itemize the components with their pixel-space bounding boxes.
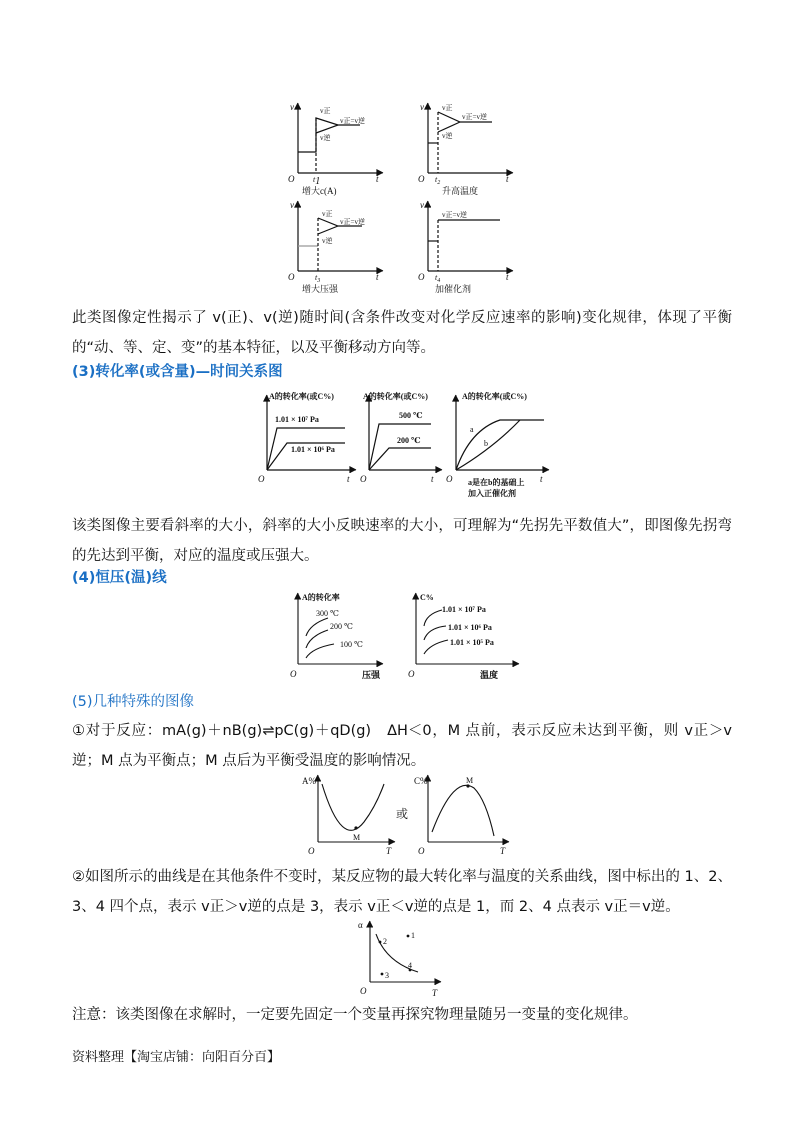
- origin-label: O: [290, 669, 297, 679]
- origin-label: O: [360, 986, 367, 996]
- footer-source: 资料整理【淘宝店铺：向阳百分百】: [72, 1050, 281, 1065]
- merged-label: v正=v逆: [462, 113, 487, 121]
- point-4-label: 4: [408, 961, 412, 970]
- time-label: t: [315, 273, 318, 282]
- x-label: t: [347, 474, 350, 484]
- point-label: M: [466, 776, 474, 785]
- time-sub: 3: [317, 278, 321, 284]
- t-axis-label: t: [506, 174, 509, 184]
- curve-label-1e5: 1.01 × 10⁵ Pa: [450, 638, 494, 647]
- caption: 增大压强: [302, 284, 339, 294]
- merged-label: v正=v逆: [340, 117, 365, 125]
- time-sub: 1: [315, 176, 321, 187]
- curve-label-200: 200 ℃: [330, 622, 353, 631]
- x-label: T: [386, 846, 392, 856]
- point-2-label: 2: [383, 937, 387, 946]
- origin-label: O: [288, 174, 295, 184]
- x-label: T: [432, 988, 438, 998]
- caption: 增大c(A): [302, 186, 337, 196]
- origin-label: O: [446, 474, 453, 484]
- paragraph-note: 注意：该类图像在求解时，一定要先固定一个变量再探究物理量随另一变量的变化规律。: [72, 1007, 638, 1023]
- conv-graph-catalyst: [448, 388, 553, 508]
- caption-line2: 加入正催化剂: [468, 489, 516, 498]
- curve-label-100: 100 ℃: [340, 640, 363, 649]
- caption: 加催化剂: [435, 284, 472, 294]
- origin-label: O: [308, 846, 315, 856]
- time-sub: 4: [437, 278, 441, 284]
- conv-graph-pressure: [255, 388, 360, 492]
- upper-label: 1.01 × 10⁷ Pa: [275, 415, 319, 424]
- lower-label: 200 ℃: [397, 436, 421, 445]
- alpha-temperature-graph: [356, 916, 446, 1002]
- svg-text:t3: [315, 273, 320, 284]
- caption-line1: a是在b的基础上: [468, 478, 525, 487]
- heading-special-graphs: (5)几种特殊的图像: [72, 694, 195, 710]
- x-label: t: [540, 474, 543, 484]
- caption: 升高温度: [442, 186, 479, 196]
- or-text: 或: [396, 807, 409, 821]
- origin-label: O: [418, 846, 425, 856]
- v-axis-label: v: [290, 200, 294, 210]
- const-graph-temperature: [404, 588, 524, 688]
- time-label: t: [435, 175, 438, 184]
- curve-bottom-label: v逆: [322, 237, 333, 245]
- time-label: t: [313, 175, 316, 184]
- curve-label-1e6: 1.01 × 10⁶ Pa: [448, 623, 492, 632]
- v-axis-label: v: [290, 102, 294, 112]
- merged-label: v正=v逆: [442, 211, 467, 219]
- origin-label: O: [288, 272, 295, 282]
- vt-graph-1: [280, 98, 390, 202]
- curve-top-label: v正: [442, 104, 453, 112]
- y-label: A的转化率(或C%): [363, 392, 428, 401]
- x-label: T: [500, 846, 506, 856]
- x-label: 压强: [362, 670, 381, 680]
- conv-graph-temperature: [357, 388, 447, 492]
- curve-top-label: v正: [322, 210, 333, 218]
- heading-conversion-time: (3)转化率(或含量)—时间关系图: [72, 364, 283, 380]
- point-1-label: 1: [411, 931, 415, 940]
- curve-label-1e7: 1.01 × 10⁷ Pa: [442, 605, 486, 614]
- paragraph-special-2: ②如图所示的曲线是在其他条件不变时，某反应物的最大转化率与温度的关系曲线，图中标出的 1、2、3、4 四个点，表示 v正＞v逆的点是 3，表示 v正＜v逆的点是 1，而 2、4 点表示 v正＝v逆。: [72, 869, 732, 915]
- v-axis-label: v: [420, 200, 424, 210]
- vt-graph-3: [280, 196, 390, 300]
- upper-label: 500 ℃: [399, 411, 423, 420]
- vt-graph-4: [410, 196, 520, 300]
- y-label: A的转化率: [302, 593, 340, 602]
- curve-bottom-label: v逆: [320, 134, 331, 142]
- origin-label: O: [418, 174, 425, 184]
- point-label: M: [353, 833, 361, 842]
- t-axis-label: t: [376, 272, 379, 282]
- curve-top-label: v正: [320, 107, 331, 115]
- y-label: A的转化率(或C%): [462, 392, 527, 401]
- y-label: A%: [302, 776, 316, 786]
- special-graph-a-percent: [296, 770, 396, 864]
- paragraph-conversion: 该类图像主要看斜率的大小，斜率的大小反映速率的大小，可理解为“先拐先平数值大”，即图像先拐弯的先达到平衡，对应的温度或压强大。: [72, 518, 732, 564]
- origin-label: O: [258, 474, 265, 484]
- t-axis-label: t: [506, 272, 509, 282]
- origin-label: O: [408, 669, 415, 679]
- curve-b-label: b: [484, 439, 488, 448]
- lower-label: 1.01 × 10⁶ Pa: [291, 445, 335, 454]
- curve-label-300: 300 ℃: [316, 609, 339, 618]
- t-axis-label: t: [376, 174, 379, 184]
- x-label: t: [431, 474, 434, 484]
- const-graph-pressure: [288, 588, 388, 688]
- curve-bottom-label: v逆: [442, 132, 453, 140]
- origin-label: O: [360, 474, 367, 484]
- curve-a-label: a: [470, 425, 474, 434]
- v-axis-label: v: [420, 102, 424, 112]
- time-sub: 2: [437, 180, 441, 186]
- y-label: A的转化率(或C%): [269, 392, 334, 401]
- special-graph-c-percent: [414, 770, 514, 864]
- vt-graph-2: [410, 98, 520, 202]
- y-label: α: [358, 920, 363, 930]
- heading-constant-lines: (4)恒压(温)线: [72, 570, 167, 586]
- x-label: 温度: [480, 670, 499, 680]
- point-3-label: 3: [385, 971, 389, 980]
- origin-label: O: [418, 272, 425, 282]
- svg-text:t4: [435, 273, 440, 284]
- merged-label: v正=v逆: [340, 218, 365, 226]
- paragraph-vt: 此类图像定性揭示了 v(正)、v(逆)随时间(含条件改变对化学反应速率的影响)变化规律，体现了平衡的“动、等、定、变”的基本特征，以及平衡移动方向等。: [72, 310, 732, 356]
- svg-text:t2: [435, 175, 440, 186]
- y-label: C%: [420, 593, 434, 602]
- time-label: t: [435, 273, 438, 282]
- paragraph-special-1: ①对于反应：mA(g)＋nB(g)⇌pC(g)＋qD(g) ΔH＜0，M 点前，表示反应未达到平衡，则 v正＞v逆；M 点为平衡点；M 点后为平衡受温度的影响情况。: [72, 723, 732, 769]
- y-label: C%: [414, 776, 428, 786]
